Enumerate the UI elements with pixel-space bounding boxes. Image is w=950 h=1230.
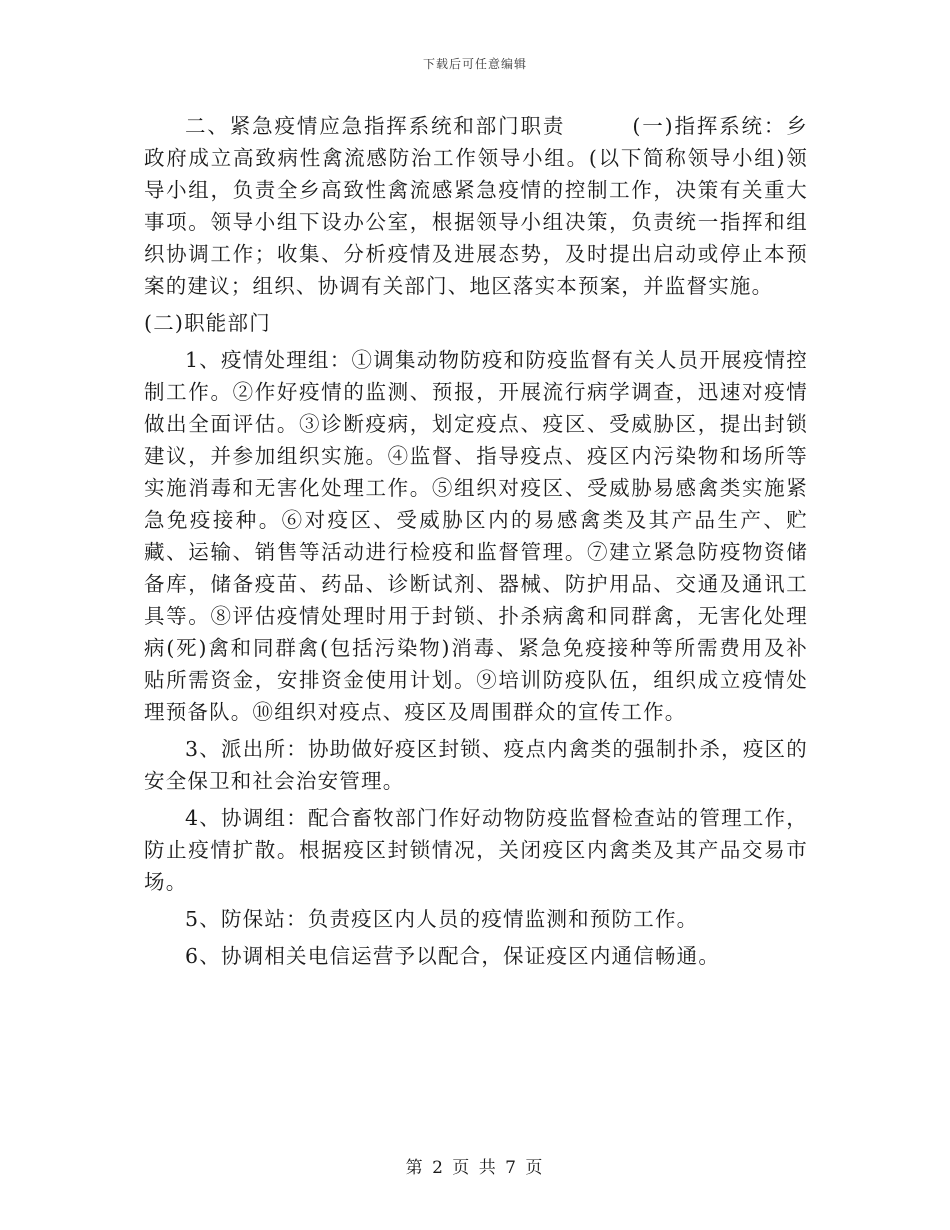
document-body: [144, 110, 808, 977]
paragraph-functional-departments-heading: (二)职能部门: [144, 311, 271, 335]
paragraph-epidemic-handling-group: 1、疫情处理组：①调集动物防疫和防疫监督有关人员开展疫情控制工作。②作好疫情的监测、预报，开展流行病学调查，迅速对疫情做出全面评估。③诊断疫病，划定疫点、疫区、受威胁区，提出封锁建议，并参加组织实施。④监督、指导疫点、疫区内污染物和场所等实施消毒和无害化处理工作。⑤组织对疫区、受威胁易感禽类实施紧急免疫接种。⑥对疫区、受威胁区内的易感禽类及其产品生产、贮藏、运输、销售等活动进行检疫和监督管理。⑦建立紧急防疫物资储备库，储备疫苗、药品、诊断试剂、器械、防护用品、交通及通讯工具等。⑧评估疫情处理时用于封锁、扑杀病禽和同群禽，无害化处理病(死)禽和同群禽(包括污染物)消毒、紧急免疫接种等所需费用及补贴所需资金，安排资金使用计划。⑨培训防疫队伍，组织成立疫情处理预备队。⑩组织对疫点、疫区及周围群众的宣传工作。: [144, 348, 808, 724]
paragraph-coordination-group: 4、协调组：配合畜牧部门作好动物防疫监督检查站的管理工作，防止疫情扩散。根据疫区封锁情况，关闭疫区内禽类及其产品交易市场。: [144, 806, 808, 894]
paragraph-epidemic-prevention-station: 5、防保站：负责疫区内人员的疫情监测和预防工作。: [185, 907, 699, 931]
page-footer: 第 2 页 共 7 页: [405, 1158, 545, 1178]
page-header: 下载后可任意编辑: [422, 57, 527, 71]
paragraph-police-station: 3、派出所：协助做好疫区封锁、疫点内禽类的强制扑杀，疫区的安全保卫和社会治安管理。: [144, 737, 808, 793]
paragraph-telecom-coordination: 6、协调相关电信运营予以配合，保证疫区内通信畅通。: [185, 944, 721, 968]
paragraph-command-system: 二、紧急疫情应急指挥系统和部门职责 (一)指挥系统：乡政府成立高致病性禽流感防治工作领导小组。(以下简称领导小组)领导小组，负责全乡高致性禽流感紧急疫情的控制工作，决策有关重大事项。领导小组下设办公室，根据领导小组决策，负责统一指挥和组织协调工作；收集、分析疫情及进展态势，及时提出启动或停止本预案的建议；组织、协调有关部门、地区落实本预案，并监督实施。: [144, 114, 808, 298]
